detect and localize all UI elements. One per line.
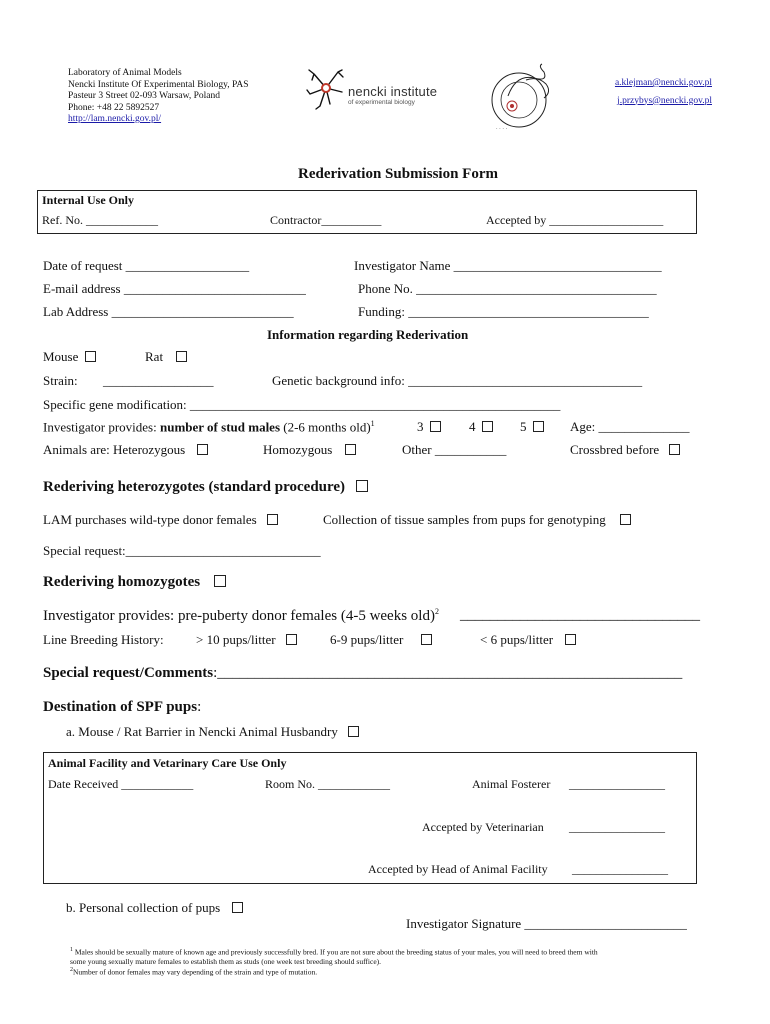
comments-row[interactable]: [43, 665, 682, 682]
prepuberty-row: [43, 607, 439, 625]
stud-option-3[interactable]: [417, 419, 441, 435]
gene-modification-field[interactable]: Specific gene modification: _________________________________________________________: [43, 397, 561, 412]
crossbred-checkbox[interactable]: [669, 444, 680, 455]
option-b[interactable]: [66, 900, 243, 916]
ref-no-field[interactable]: Ref. No. ____________: [42, 213, 158, 227]
internal-use-heading: Internal Use Only: [42, 193, 135, 207]
fosterer-field[interactable]: ________________: [569, 777, 665, 791]
footnote-1: [70, 946, 598, 957]
rat-label: Rat: [145, 349, 164, 364]
heterozygotes-heading-text: Rederiving heterozygotes (standard procedure): [43, 479, 346, 495]
genetic-background-field[interactable]: Genetic background info: ____________________________________: [272, 373, 643, 388]
footnote-1-text: Males should be sexually mature of known age and previously successfully bred. If you are not sure about the breeding status of your males, you will need to breed them with: [74, 947, 598, 957]
facility-heading: Animal Facility and Vetarinary Care Use Only: [48, 756, 287, 770]
footnote-ref: 1: [370, 419, 375, 428]
head-label: Accepted by Head of Animal Facility: [368, 862, 548, 876]
rat-option[interactable]: [145, 349, 187, 365]
age-field[interactable]: Age: ______________: [570, 419, 690, 434]
comments-label: Special request/Comments: [43, 665, 214, 681]
homozygous-option[interactable]: [263, 442, 356, 458]
address-line: Nencki Institute Of Experimental Biology, PAS: [68, 79, 249, 90]
strain-label: Strain:: [43, 373, 78, 388]
breeding-high-checkbox[interactable]: [286, 634, 297, 645]
line-breeding-label: Line Breeding History:: [43, 632, 164, 647]
strain-field[interactable]: _________________: [103, 373, 214, 388]
heterozygous-checkbox[interactable]: [197, 444, 208, 455]
accepted-by-field[interactable]: Accepted by ___________________: [486, 213, 664, 227]
breeding-mid-checkbox[interactable]: [421, 634, 432, 645]
stud-males-row: [43, 419, 375, 435]
option-a-label: a. Mouse / Rat Barrier in Nencki Animal Husbandry: [66, 724, 338, 739]
lab-address-field[interactable]: Lab Address ____________________________: [43, 304, 294, 319]
lab-address-block: [68, 68, 249, 126]
breeding-low-checkbox[interactable]: [565, 634, 576, 645]
facility-use-box: [43, 752, 697, 884]
stud-5-checkbox[interactable]: [533, 421, 544, 432]
tissue-collection-option[interactable]: [323, 512, 631, 528]
breeding-option-mid[interactable]: [330, 632, 432, 648]
heterozygous-option[interactable]: [43, 442, 208, 458]
breeding-option-low[interactable]: [480, 632, 576, 648]
mouse-option[interactable]: [43, 349, 96, 365]
breeding-option-label: 6-9 pups/litter: [330, 632, 404, 647]
prepuberty-label: Investigator provides: pre-puberty donor females (4-5 weeks old): [43, 608, 435, 624]
fosterer-label: Animal Fosterer: [472, 777, 551, 791]
mouse-label: Mouse: [43, 349, 79, 364]
lam-purchases-checkbox[interactable]: [267, 514, 278, 525]
prepuberty-field[interactable]: ________________________________: [460, 607, 700, 623]
contractor-field[interactable]: Contractor__________: [270, 213, 382, 227]
form-title: Rederivation Submission Form: [297, 166, 498, 182]
funding-field[interactable]: Funding: _____________________________________: [358, 304, 649, 319]
date-received-field[interactable]: Date Received ____________: [48, 777, 194, 791]
logo-title: nencki institute: [348, 84, 438, 99]
option-b-label: b. Personal collection of pups: [66, 900, 221, 915]
option-a[interactable]: [66, 724, 359, 740]
special-request-field[interactable]: Special request:______________________________: [43, 543, 321, 558]
svg-text:· · · ·: · · · ·: [496, 126, 508, 132]
heterozygotes-heading[interactable]: [43, 479, 368, 496]
investigator-name-field[interactable]: Investigator Name ________________________________: [354, 258, 662, 273]
seal-icon: [486, 62, 556, 132]
lam-purchases-option[interactable]: [43, 512, 278, 528]
email-link[interactable]: j.przybys@nencki.gov.pl: [617, 95, 712, 106]
internal-use-box: [37, 190, 697, 234]
homozygotes-checkbox[interactable]: [214, 575, 226, 587]
nencki-logo: [306, 68, 436, 112]
head-field[interactable]: ________________: [572, 862, 668, 876]
mouse-checkbox[interactable]: [85, 351, 96, 362]
homozygous-label: Homozygous: [263, 442, 333, 457]
footnote-ref: 2: [434, 607, 439, 616]
provides-prefix: Investigator provides:: [43, 419, 157, 435]
stud-option-5[interactable]: [520, 419, 544, 435]
neuron-icon: [306, 68, 346, 110]
option-b-checkbox[interactable]: [232, 902, 243, 913]
vet-field[interactable]: ________________: [569, 820, 665, 834]
option-a-checkbox[interactable]: [348, 726, 359, 737]
footnotes: [70, 946, 598, 976]
provides-bold: number of stud males: [159, 419, 281, 435]
email-link[interactable]: a.klejman@nencki.gov.pl: [614, 78, 712, 88]
phone-no-field[interactable]: Phone No. _____________________________________: [358, 281, 657, 296]
laboratory-seal-logo: [486, 62, 556, 137]
tissue-collection-checkbox[interactable]: [620, 514, 631, 525]
info-heading: Information regarding Rederivation: [267, 327, 469, 342]
footnote-number: 1: [70, 947, 73, 953]
vet-label: Accepted by Veterinarian: [422, 820, 544, 834]
footnote-number: 2: [70, 966, 73, 973]
crossbred-label: Crossbred before: [570, 442, 660, 457]
website-link[interactable]: http://lam.nencki.gov.pl/: [68, 114, 162, 124]
tissue-collection-label: Collection of tissue samples from pups for genotyping: [323, 512, 606, 527]
crossbred-option[interactable]: [570, 442, 680, 458]
stud-4-checkbox[interactable]: [482, 421, 493, 432]
stud-option-label: 5: [520, 419, 527, 434]
date-of-request-field[interactable]: Date of request ___________________: [43, 258, 250, 273]
animals-are-label: Animals are: Heterozygous: [43, 442, 186, 457]
logo-subtitle: of experimental biology: [348, 99, 415, 106]
breeding-option-high[interactable]: [196, 632, 297, 648]
contact-emails: [615, 78, 712, 107]
address-line: Phone: +48 22 5892527: [68, 102, 160, 113]
homozygotes-heading[interactable]: [43, 574, 226, 591]
room-no-field[interactable]: Room No. ____________: [265, 777, 391, 791]
address-line: Laboratory of Animal Models: [68, 68, 182, 78]
footnote-1-cont: some young sexually mature females to establish them as studs (one week test breeding should suffice).: [70, 956, 382, 966]
breeding-option-label: > 10 pups/litter: [196, 632, 276, 647]
lam-purchases-label: LAM purchases wild-type donor females: [43, 512, 257, 527]
other-field[interactable]: Other ___________: [402, 442, 507, 457]
investigator-signature-field[interactable]: Investigator Signature _________________________: [406, 916, 687, 931]
homozygotes-heading-text: Rederiving homozygotes: [43, 574, 201, 590]
stud-option-label: 3: [417, 419, 424, 434]
address-line: Pasteur 3 Street 02-093 Warsaw, Poland: [68, 91, 220, 101]
email-address-field[interactable]: E-mail address ____________________________: [43, 281, 306, 296]
provides-suffix: (2-6 months old): [283, 419, 371, 435]
footnote-2-text: Number of donor females may vary depending of the strain and type of mutation.: [73, 967, 318, 976]
stud-option-4[interactable]: [469, 419, 493, 435]
destination-heading: [43, 699, 201, 716]
homozygous-checkbox[interactable]: [345, 444, 356, 455]
destination-heading-text: Destination of SPF pups: [43, 699, 198, 715]
comments-field[interactable]: :______________________________________________________________: [213, 665, 683, 681]
stud-option-label: 4: [469, 419, 476, 434]
heterozygotes-checkbox[interactable]: [356, 480, 368, 492]
rat-checkbox[interactable]: [176, 351, 187, 362]
breeding-option-label: < 6 pups/litter: [480, 632, 554, 647]
footnote-2: [70, 966, 598, 977]
stud-3-checkbox[interactable]: [430, 421, 441, 432]
destination-colon: :: [197, 699, 202, 715]
